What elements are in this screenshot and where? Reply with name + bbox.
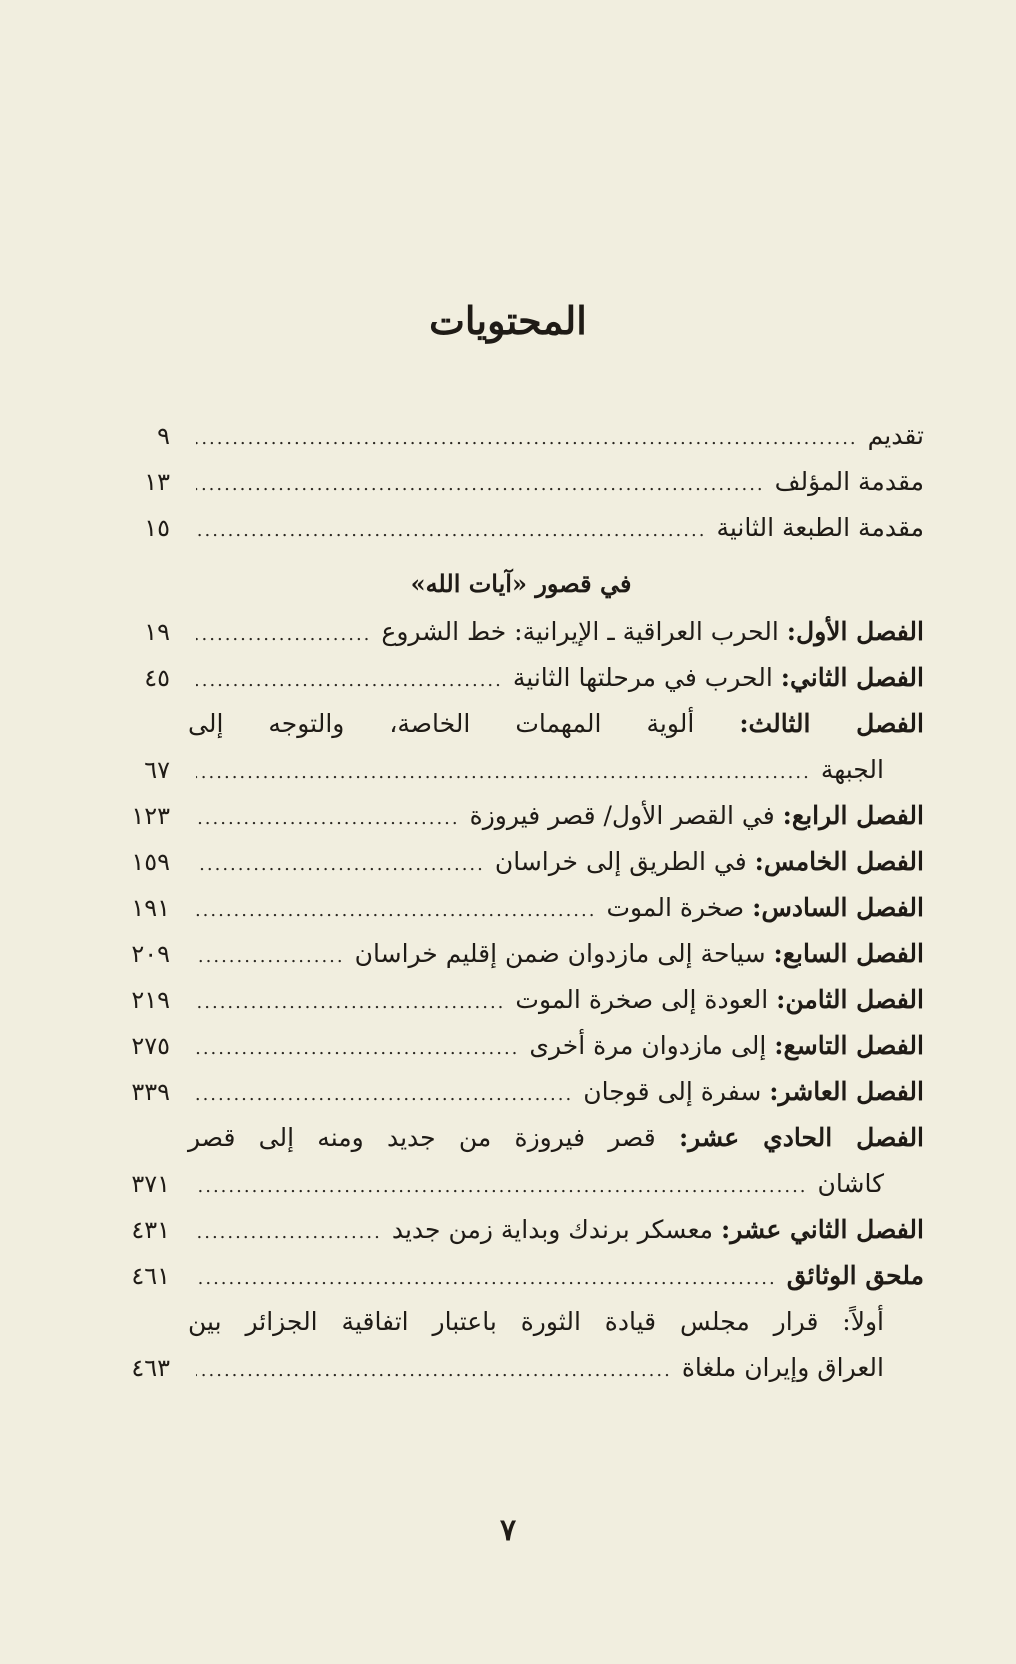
page-title: المحتويات: [429, 298, 587, 343]
toc-chapter-7: [118, 932, 924, 976]
toc-chapter-4: [118, 794, 924, 838]
chapter-title: في الطريق إلى خراسان: [494, 847, 747, 876]
toc-chapter-11-line-2: [118, 1162, 924, 1206]
toc-page-number: ٤٦٣: [131, 1354, 170, 1382]
toc-page-number: ٢١٩: [131, 986, 170, 1014]
toc-chapter-3-line-2: [118, 748, 924, 792]
leader-dots: [196, 1165, 808, 1209]
toc-chapter-5: [118, 840, 924, 884]
toc-page-number: ٢٧٥: [131, 1032, 170, 1060]
toc-page-number: ١٣: [144, 468, 170, 496]
chapter-number: الفصل العاشر:: [769, 1077, 924, 1106]
chapter-number: الفصل الرابع:: [782, 801, 924, 830]
toc-chapter-1: [118, 610, 924, 654]
toc-chapter-2: [118, 656, 924, 700]
toc-appendix-item-1-line-2: [118, 1346, 924, 1390]
toc-entry-label: [355, 932, 924, 976]
toc-appendix-item-1-line-1: أولاً: قرار مجلس قيادة الثورة باعتبار اتفاقية الجزائر بين: [188, 1307, 884, 1336]
toc-page-number: ١٥٩: [131, 848, 170, 876]
chapter-title: العودة إلى صخرة الموت: [515, 985, 769, 1014]
chapter-title: الحرب العراقية ـ الإيرانية: خط الشروع: [381, 617, 779, 646]
chapter-number: الفصل الثالث:: [739, 709, 924, 738]
chapter-title: ألوية المهمات الخاصة، والتوجه إلى: [188, 709, 695, 738]
leader-dots: [196, 1211, 382, 1255]
chapter-number: الفصل الخامس:: [754, 847, 924, 876]
chapter-title: سفرة إلى قوجان: [583, 1077, 762, 1106]
chapter-title: قصر فيروزة من جديد ومنه إلى قصر: [188, 1123, 656, 1152]
leader-dots: [196, 417, 858, 461]
toc-chapter-3-line-1: [188, 702, 924, 746]
chapter-title-continued: الجبهة: [820, 755, 884, 784]
toc-page-number: ٤٣١: [131, 1216, 170, 1244]
toc-page-number: ٣٣٩: [131, 1078, 170, 1106]
toc-chapter-11-line-1: [188, 1116, 924, 1160]
chapter-number: الفصل الأول:: [786, 617, 924, 646]
leader-dots: [196, 889, 596, 933]
toc-entry-label: [381, 610, 924, 654]
chapter-title: معسكر برندك وبداية زمن جديد: [391, 1215, 714, 1244]
toc-entry-label: [392, 1208, 924, 1252]
chapter-number: الفصل الحادي عشر:: [678, 1123, 925, 1152]
toc-chapter-8: [118, 978, 924, 1022]
chapter-title-continued: كاشان: [817, 1169, 884, 1198]
toc-entry-appendix: [118, 1254, 924, 1298]
toc-chapter-10: [118, 1070, 924, 1114]
leader-dots: [196, 509, 706, 553]
appendix-item-continued: العراق وإيران ملغاة: [681, 1353, 884, 1382]
toc-entry-label: [513, 656, 924, 700]
chapter-number: الفصل الثاني:: [780, 663, 924, 692]
chapter-number: الفصل السابع:: [773, 939, 924, 968]
leader-dots: [196, 613, 371, 657]
toc-entry-label: مقدمة الطبعة الثانية: [716, 513, 924, 542]
chapter-title: الحرب في مرحلتها الثانية: [512, 663, 773, 692]
section-heading: في قصور «آيات الله»: [410, 569, 632, 598]
chapter-title: إلى مازدوان مرة أخرى: [529, 1031, 767, 1060]
toc-entry-label: [470, 794, 924, 838]
toc-chapter-9: [118, 1024, 924, 1068]
chapter-title: سياحة إلى مازدوان ضمن إقليم خراسان: [354, 939, 766, 968]
toc-page-number: ٩: [157, 422, 170, 450]
toc-entry-label: ملحق الوثائق: [786, 1261, 924, 1290]
toc-entry-label: [583, 1070, 924, 1114]
toc-entry-preface: [118, 414, 924, 458]
toc-entry-author-intro: [118, 460, 924, 504]
toc-entry-label: [495, 840, 924, 884]
toc-page-number: ١٢٣: [131, 802, 170, 830]
toc-page-number: ١٩: [144, 618, 170, 646]
leader-dots: [196, 751, 811, 795]
chapter-number: الفصل الثاني عشر:: [721, 1215, 924, 1244]
toc-entry-label: [529, 1024, 924, 1068]
leader-dots: [196, 935, 345, 979]
toc-chapter-6: [118, 886, 924, 930]
page-number: ٧: [499, 1513, 517, 1548]
toc-entry-label: مقدمة المؤلف: [774, 467, 924, 496]
chapter-number: الفصل السادس:: [752, 893, 924, 922]
toc-entry-label: تقديم: [867, 421, 924, 450]
chapter-title: في القصر الأول/ قصر فيروزة: [469, 801, 775, 830]
toc-page-number: ٢٠٩: [131, 940, 170, 968]
leader-dots: [196, 1027, 519, 1071]
chapter-title: صخرة الموت: [606, 893, 745, 922]
leader-dots: [196, 1257, 777, 1301]
toc-entry-label: [515, 978, 924, 1022]
leader-dots: [196, 797, 460, 841]
toc-page-number: ١٩١: [131, 894, 170, 922]
toc-page-number: ٤٥: [144, 664, 170, 692]
leader-dots: [196, 463, 765, 507]
toc-page-number: ٤٦١: [131, 1262, 170, 1290]
toc-page-number: ٦٧: [144, 756, 170, 784]
toc-entry-second-edition-intro: [118, 506, 924, 550]
leader-dots: [196, 659, 503, 703]
leader-dots: [196, 1073, 573, 1117]
leader-dots: [196, 843, 485, 887]
chapter-number: الفصل الثامن:: [776, 985, 924, 1014]
toc-entry-label: [606, 886, 924, 930]
toc-page-number: ٣٧١: [131, 1170, 170, 1198]
leader-dots: [196, 1349, 672, 1393]
toc-chapter-12: [118, 1208, 924, 1252]
leader-dots: [196, 981, 505, 1025]
toc-page-number: ١٥: [144, 514, 170, 542]
chapter-number: الفصل التاسع:: [774, 1031, 924, 1060]
